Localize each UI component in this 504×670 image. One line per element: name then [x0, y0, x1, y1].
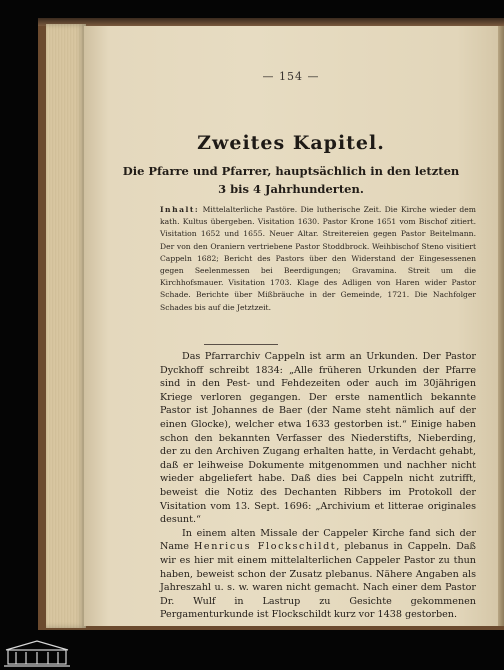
page-number: — 154 —	[262, 70, 320, 83]
cover-top-edge	[38, 18, 504, 26]
subtitle-line-1: Die Pfarre und Pfarrer, hauptsächlich in den letzten	[122, 164, 460, 178]
paragraph-2	[160, 527, 476, 622]
summary-label: Inhalt:	[160, 205, 200, 214]
book-page	[84, 26, 498, 626]
library-building-icon	[2, 638, 72, 668]
paragraph-2-start: In einem alten Missale der Cappeler Kirche fand sich der Name	[160, 527, 476, 553]
page-right-edge	[498, 26, 504, 626]
chapter-subtitle	[106, 162, 476, 198]
summary-text: Mittelalterliche Pastöre. Die lutherische Zeit. Die Kirche wieder dem kath. Kultus übergeben. Visitation 1630. Pastor Krone 1651 vom Bischof zitiert. Visitation 1652 und 1655. Neuer Altar. Streitereien gegen Pastor Beitelmann. Der von den Oraniern vertriebene Pastor Stoddbrock. Weihbischof Steno visitiert Cappeln 1682; Bericht des Pastors über den Widerstand der Eingesessenen gegen Seelenmessen bei Beerdigungen; Gravamina. Streit um die Kirchhofsmauer. Visitation 1703. Klage des Adligen von Haren wider Pastor Schade. Berichte über Mißbräuche in der Gemeinde, 1721. Die Nachfolger Schades bis auf die Jetztzeit.	[160, 205, 476, 312]
subtitle-line-2: 3 bis 4 Jahrhunderten.	[218, 182, 364, 196]
chapter-summary	[160, 204, 476, 314]
chapter-title: Zweites Kapitel.	[197, 132, 385, 154]
separator-rule	[204, 344, 278, 345]
paragraph-2-end: , plebanus in Cappeln. Daß wir es hier mit einem mittelalterlichen Cappeler Pastor zu thun haben, beweist schon der Zusatz plebanus. Nähere Angaben als Jahreszahl u. s. w. waren nicht gemacht. Nach einer dem Pastor Dr. Wulf in Lastrup zu Gesichte gekommenen Pergamenturkunde ist Flockschildt kurz vor 1438 gestorben.	[160, 541, 476, 621]
body-text	[160, 350, 476, 622]
paragraph-1: Das Pfarrarchiv Cappeln ist arm an Urkunden. Der Pastor Dyckhoff schreibt 1834: „Alle früheren Urkunden der Pfarre sind in den Pest- und Fehdezeiten oder auch im 30jährigen Kriege verloren gegangen. Der erste namentlich bekannte Pastor ist Johannes de Baer (der Name steht nämlich auf der einen Glocke), welcher etwa 1633 gestorben ist.“ Einige haben schon den bekannten Verfasser des Niederstifts, Nieberding, der zu den Archiven Zugang erhalten hatte, in Verdacht gehabt, daß er leihweise Dokumente mitgenommen und nachher nicht wieder abgeliefert habe. Daß dies bei Cappeln nicht zutrifft, beweist die Notiz des Dechanten Ribbers im Protokoll der Visitation vom 13. Sept. 1696: „Archivium et litterae originales desunt.“	[160, 351, 476, 526]
paragraph-2-name: Henricus Flockschildt	[193, 541, 337, 553]
page-stack-edges	[46, 24, 86, 628]
